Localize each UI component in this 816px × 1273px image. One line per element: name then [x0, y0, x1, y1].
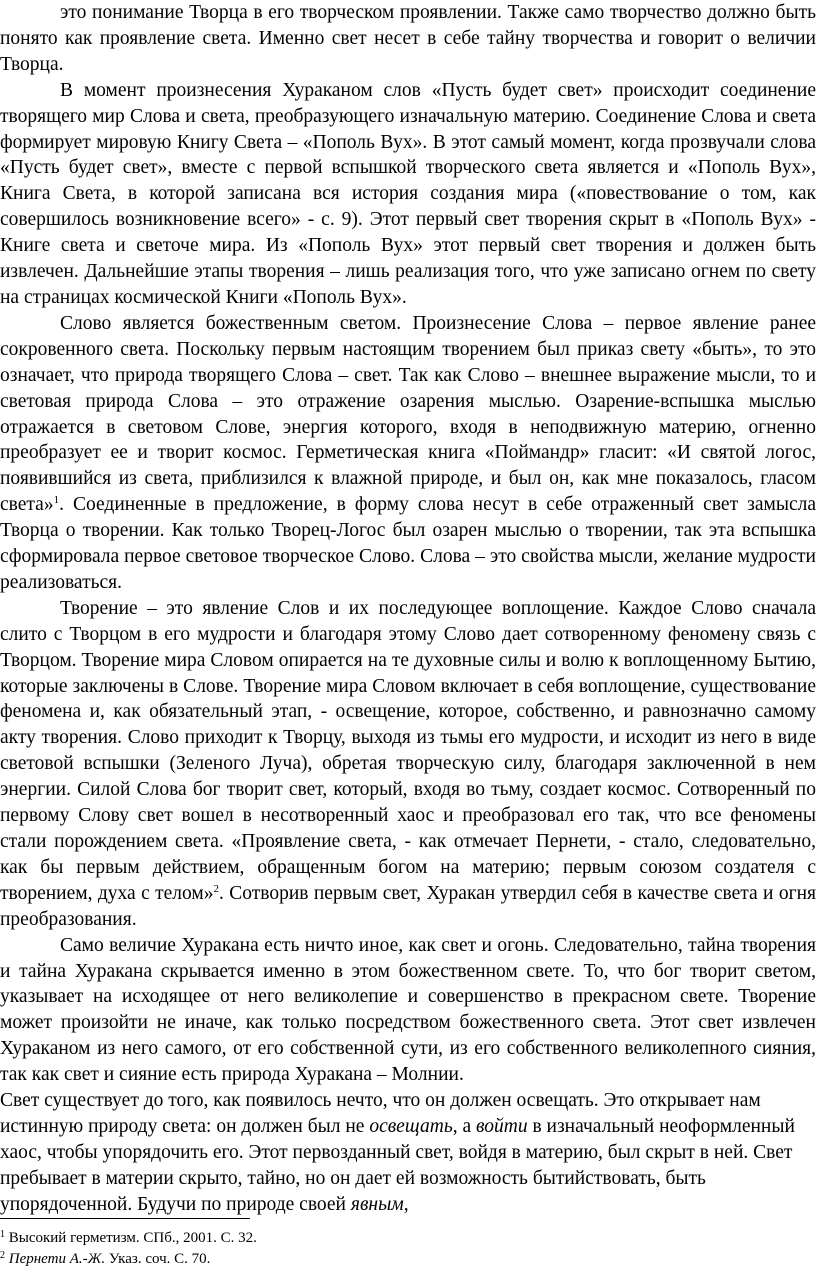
emphasis-text: явным [350, 1193, 404, 1215]
text-run: Само величие Хуракана есть ничто иное, как свет и огонь. Следовательно, тайна творения и тайна Хуракана скрывается именно в этом божественном свете. То, что бог творит светом, указывает на исходящее от него великолепие и совершенство в прекрасном свете. Творение может произойти не иначе, как только посредством божественного света. Этот свет извлечен Хураканом из него самого, от его собственной сути, из его собственного великолепного сияния, так как свет и сияние есть природа Хуракана – Молнии. [0, 934, 816, 1086]
paragraph-3 [0, 311, 816, 596]
paragraph-4 [0, 596, 816, 933]
emphasis-text: Пернети А.-Ж. [8, 1251, 106, 1267]
footnote-ref: 1 [0, 1229, 5, 1240]
footnote-ref: 2 [213, 882, 219, 895]
footnote-2 [0, 1249, 816, 1270]
text-run: в изначальный неоформленный хаос, чтобы упорядочить его. Этот первозданный свет, войдя в материю, был скрыт в ней. Свет пребывает в материи скрыто, тайно, но он дает ей возможность бытийствовать, быть упорядоченной. Будучи по природе своей [0, 1115, 795, 1215]
text-run: Творение – это явление Слов и их последующее воплощение. Каждое Слово сначала слито с Творцом в его мудрости и благодаря этому Слово дает сотворенному феномену связь с Творцом. Творение мира Словом опирается на те духовные силы и волю к воплощенному Бытию, которые заключены в Слове. Творение мира Словом включает в себя воплощение, существование феномена и, как обязательный этап, - освещение, которое, собственно, и равнозначно самому акту творения. Слово приходит к Творцу, выходя из тьмы его мудрости, и исходит из него в виде световой вспышки (Зеленого Луча), обретая творческую силу, благодаря заключенной в нем энергии. Силой Слова бог творит свет, который, входя во тьму, создает космос. Сотворенный по первому Слову свет вошел в несотворенный хаос и преобразовал его так, что все феномены стали порождением света. «Проявление света, - как отмечает Пернети, - стало, следовательно, как бы первым действием, обращенным богом на материю; первым союзом создателя с творением, духа с телом» [0, 597, 816, 904]
paragraph-2 [0, 78, 816, 311]
paragraph-5 [0, 933, 816, 1088]
text-run: это понимание Творца в его творческом проявлении. Также само творчество должно быть понято как проявление света. Именно свет несет в себе тайну творчества и говорит о величии Творца. [0, 2, 816, 75]
footnote-separator [0, 1218, 250, 1219]
text-run: Указ. соч. С. 70. [105, 1251, 211, 1267]
footnote-ref: 2 [0, 1250, 5, 1261]
footnote-1 [0, 1228, 816, 1249]
text-run: Свет существует до того, как появилось нечто, что он должен освещать. Это открывает нам истинную природу света: он должен был не [0, 1090, 761, 1137]
text-run: В момент произнесения Хураканом слов «Пусть будет свет» происходит соединение творящего мир Слова и света, преобразующего изначальную материю. Соединение Слова и света формирует мировую Книгу Света – «Пополь Вух». В этот самый момент, когда прозвучали слова «Пусть будет свет», вместе с первой вспышкой творческого света является и «Пополь Вух», Книга Света, в которой записана вся история создания мира («повествование о том, как совершилось возникновение всего» - с. 9). Этот первый свет творения скрыт в «Пополь Вух» - Книге света и светоче мира. Из «Пополь Вух» этот первый свет творения и должен быть извлечен. Дальнейшие этапы творения – лишь реализация того, что уже записано огнем по свету на страницах космической Книги «Пополь Вух». [0, 79, 816, 308]
paragraph-6 [0, 1088, 816, 1218]
text-run: , а [452, 1115, 477, 1137]
text-run: Слово является божественным светом. Произнесение Слова – первое явление ранее сокровенного света. Поскольку первым настоящим творением был приказ свету «быть», то это означает, что природа творящего Слова – свет. Так как Слово – внешнее выражение мысли, то и световая природа Слова – это отражение озарения мыслью. Озарение-вспышка мыслью отражается в световом Слове, энергия которого, входя в неподвижную материю, огненно преобразует ее и творит космос. Герметическая книга «Поймандр» гласит: «И святой логос, появившийся из света, приблизился к влажной природе, и был он, как мне показалось, гласом света» [0, 312, 816, 516]
emphasis-text: освещать [369, 1115, 453, 1137]
footnote-ref: 1 [53, 494, 60, 507]
text-run: . Сотворив первым свет, Хуракан утвердил себя в качестве света и огня преобразования. [0, 882, 816, 930]
footnotes [0, 1228, 816, 1270]
text-run: Высокий герметизм. СПб., 2001. С. 32. [5, 1230, 257, 1246]
text-run: . Соединенные в предложение, в форму слова несут в себе отраженный свет замысла Творца о творении. Как только Творец-Логос был озарен мыслью о творении, так эта вспышка сформировала первое световое творческое Слово. Слова – это свойства мысли, желание мудрости реализоваться. [0, 494, 816, 593]
emphasis-text: войти [476, 1115, 528, 1137]
text-run: , [403, 1193, 409, 1215]
paragraph-1 [0, 0, 816, 78]
